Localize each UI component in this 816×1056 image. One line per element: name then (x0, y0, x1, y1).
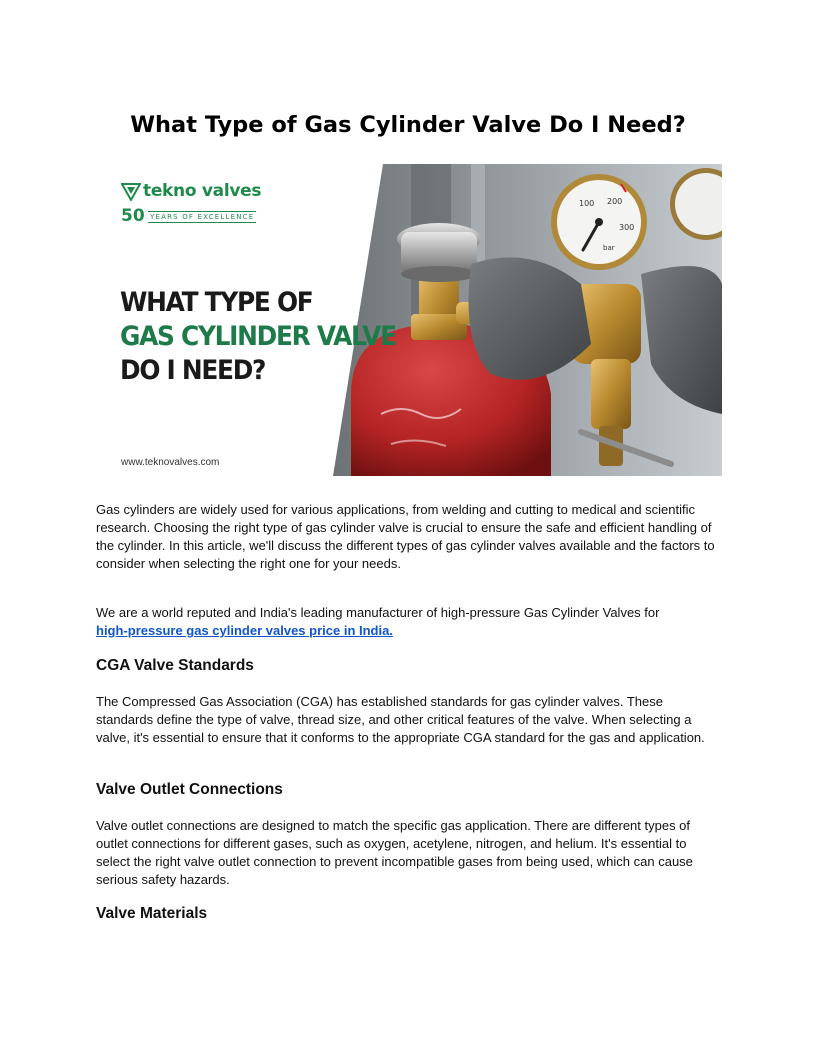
headline-line-2: GAS CYLINDER VALVE (120, 321, 396, 352)
gauge-label-200: 200 (607, 197, 623, 206)
gauge-label-100: 100 (579, 199, 595, 208)
headline-line-3: DO I NEED? (120, 355, 266, 386)
brand-years: 50 (121, 206, 145, 226)
brand-tagline: YEARS OF EXCELLENCE (150, 213, 255, 221)
intro-paragraph: Gas cylinders are widely used for various applications, from welding and cutting to medical and scientific research. Choosing the right type of gas cylinder valve is crucial to ensure the safe and efficient handling of the cylinder. In this article, we'll discuss the different types of gas cylinder valves available and the factors to consider when selecting the right one for your needs. (96, 502, 715, 571)
gauge-label-bar: bar (603, 244, 615, 252)
promo-text: We are a world reputed and India's leading manufacturer of high-pressure Gas Cylinder Valves for (96, 605, 660, 620)
section-heading-cga: CGA Valve Standards (96, 657, 254, 674)
promo-paragraph (96, 604, 720, 640)
headline-line-1: WHAT TYPE OF (120, 287, 313, 318)
section-body-outlet: Valve outlet connections are designed to match the specific gas application. There are different types of outlet connections for different gases, such as oxygen, acetylene, nitrogen, and helium. It's essential to select the right valve outlet connection to prevent incompatible gases from being used, which can cause serious safety hazards. (96, 818, 693, 887)
tekno-valves-logo-icon (121, 183, 141, 201)
page-title: What Type of Gas Cylinder Valve Do I Need? (130, 112, 686, 138)
gauge-label-300: 300 (619, 223, 635, 232)
banner-headline (120, 286, 396, 388)
section-body-cga: The Compressed Gas Association (CGA) has established standards for gas cylinder valves. These standards define the type of valve, thread size, and other critical features of the valve. When selecting a valve, it's essential to ensure that it conforms to the appropriate CGA standard for the gas and application. (96, 694, 705, 745)
price-link[interactable]: high-pressure gas cylinder valves price in India. (96, 623, 393, 638)
brand-name: tekno valves (143, 181, 262, 201)
section-heading-outlet: Valve Outlet Connections (96, 781, 283, 798)
section-heading-materials: Valve Materials (96, 905, 208, 922)
hero-banner (111, 164, 722, 476)
banner-website: www.teknovalves.com (121, 457, 220, 468)
